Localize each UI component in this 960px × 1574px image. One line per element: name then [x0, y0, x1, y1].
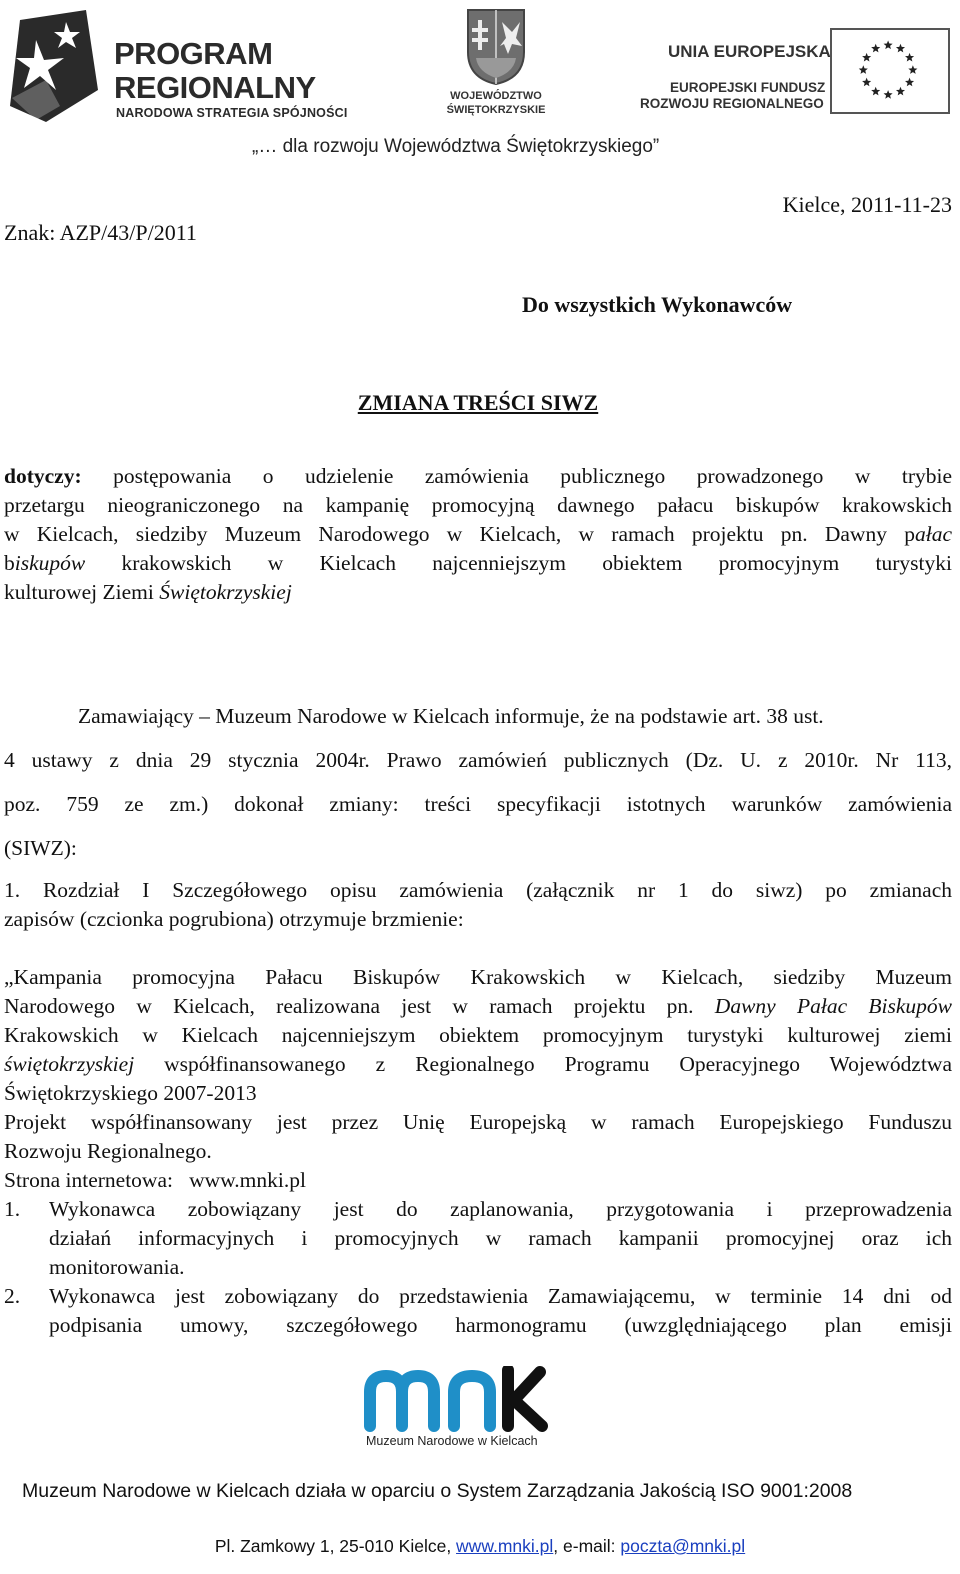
list-item-line: monitorowania. [49, 1255, 185, 1279]
eu-star-icon [871, 87, 880, 96]
quote-line: Strona internetowa: www.mnki.pl [4, 1168, 306, 1192]
woj-line1: WOJEWÓDZTWO [450, 90, 542, 102]
quote-line: Rozwoju Regionalnego. [4, 1139, 212, 1163]
subject-text: postępowania o udzielenie zamówienia publicznego prowadzonego w trybie [113, 464, 952, 488]
intro-line: (SIWZ): [4, 836, 77, 860]
ue-fund-line1: EUROPEJSKI FUNDUSZ [670, 80, 826, 95]
program-title-line1: PROGRAM [114, 36, 273, 71]
quote-line: Projekt współfinansowany jest przez Unię Europejską w ramach Europejskiego Funduszu [4, 1110, 952, 1134]
tagline: „… dla rozwoju Województwa Świętokrzyskiego” [252, 136, 660, 157]
item-line: 1. Rozdział I Szczegółowego opisu zamówienia (załącznik nr 1 do siwz) po zmianach [4, 878, 952, 902]
document-title: ZMIANA TREŚCI SIWZ [357, 390, 599, 415]
footer-email-label: , e-mail: [553, 1536, 621, 1556]
eu-star-icon [871, 44, 880, 53]
subject-line [4, 551, 952, 576]
quote-line [4, 1052, 952, 1077]
program-regionalny-logo [6, 10, 366, 125]
quote-line: „Kampania promocyjna Pałacu Biskupów Krakowskich w Kielcach, siedziby Muzeum [4, 965, 952, 989]
subject-italic-text: Świętokrzyskiej [159, 580, 292, 604]
wojewodztwo-logo [446, 8, 546, 120]
quote-line [4, 994, 952, 1019]
museum-logo-caption: Muzeum Narodowe w Kielcach [366, 1434, 538, 1448]
document-reference: Znak: AZP/43/P/2011 [4, 220, 197, 245]
list-number: 2. [4, 1284, 21, 1308]
list-item-line: działań informacyjnych i promocyjnych w ramach kampanii promocyjnej oraz ich [49, 1226, 952, 1250]
item-line: zapisów (czcionka pogrubiona) otrzymuje brzmienie: [4, 907, 464, 931]
quality-statement: Muzeum Narodowe w Kielcach działa w oparciu o System Zarządzania Jakością ISO 9001:2008 [22, 1480, 853, 1502]
unia-europejska-logo [640, 28, 952, 118]
eu-star-icon [905, 53, 914, 62]
list-item-line: podpisania umowy, szczegółowego harmonogramu (uwzględniającego plan emisji [49, 1313, 952, 1337]
ue-fund-line2: ROZWOJU REGIONALNEGO [640, 96, 824, 111]
list-number: 1. [4, 1197, 21, 1221]
subject-line [4, 464, 952, 489]
quote-text: Narodowego w Kielcach, realizowana jest w ramach projektu pn. [4, 994, 715, 1018]
intro-line: Zamawiający – Muzeum Narodowe w Kielcach informuje, że na podstawie art. 38 ust. [78, 704, 824, 728]
woj-line2: ŚWIĘTOKRZYSKIE [446, 104, 546, 116]
eu-star-icon [905, 78, 914, 87]
footer-address: Pl. Zamkowy 1, 25-010 Kielce, [214, 1536, 457, 1556]
subject-text: w Kielcach, siedziby Muzeum Narodowego w Kielcach, w ramach projektu pn. Dawny p [4, 522, 915, 546]
coat-of-arms-icon [466, 8, 526, 86]
subject-label: dotyczy: [4, 464, 82, 488]
subject-line: przetargu nieograniczonego na kampanię promocyjną dawnego pałacu biskupów krakowskich [4, 493, 952, 517]
intro-line: poz. 759 ze zm.) dokonał zmiany: treści specyfikacji istotnych warunków zamówienia [4, 792, 952, 816]
eu-star-icon [862, 78, 871, 87]
quote-line: Krakowskich w Kielcach najcenniejszym obiektem promocyjnym turystyki kulturowej ziemi [4, 1023, 952, 1047]
eu-star-icon [896, 44, 905, 53]
eu-star-icon [884, 90, 893, 99]
quote-line: Świętokrzyskiego 2007-2013 [4, 1081, 257, 1105]
program-subtitle: NARODOWA STRATEGIA SPÓJNOŚCI [116, 106, 348, 120]
quote-text: współfinansowanego z Regionalnego Programu Operacyjnego Województwa [134, 1052, 952, 1076]
document-date: Kielce, 2011-11-23 [782, 192, 952, 217]
footer-website-link[interactable]: www.mnki.pl [456, 1536, 554, 1556]
subject-line [4, 580, 952, 605]
intro-line: 4 ustawy z dnia 29 stycznia 2004r. Prawo zamówień publicznych (Dz. U. z 2010r. Nr 113, [4, 748, 952, 772]
eu-star-icon [896, 87, 905, 96]
footer-email-link[interactable]: poczta@mnki.pl [620, 1536, 746, 1556]
subject-italic-text: ałac [914, 522, 952, 546]
footer-contact [0, 1536, 960, 1557]
museum-logo [362, 1366, 554, 1452]
list-item-line: Wykonawca jest zobowiązany do przedstawienia Zamawiającemu, w terminie 14 dni od [49, 1284, 952, 1308]
quote-italic-text: świętokrzyskiej [4, 1052, 135, 1076]
eu-star-icon [884, 40, 893, 49]
eu-star-icon [859, 65, 868, 74]
subject-text: b [4, 551, 15, 575]
eu-star-icon [908, 65, 917, 74]
subject-italic-text: iskupów [14, 551, 86, 575]
program-regionalny-emblem-icon [6, 10, 102, 122]
list-item-line: Wykonawca zobowiązany jest do zaplanowania, przygotowania i przeprowadzenia [49, 1197, 952, 1221]
recipient: Do wszystkich Wykonawców [522, 292, 793, 317]
program-title-line2: REGIONALNY [114, 70, 316, 105]
subject-text: kulturowej Ziemi [4, 580, 160, 604]
ue-title: UNIA EUROPEJSKA [668, 42, 831, 61]
quote-italic-text: Dawny Pałac Biskupów [714, 994, 953, 1018]
subject-line [4, 522, 952, 547]
eu-flag-icon [830, 28, 950, 114]
subject-text: krakowskich w Kielcach najcenniejszym obiektem promocyjnym turystyki [121, 551, 952, 575]
mnk-logo-mark-icon [362, 1366, 554, 1432]
eu-star-icon [862, 53, 871, 62]
